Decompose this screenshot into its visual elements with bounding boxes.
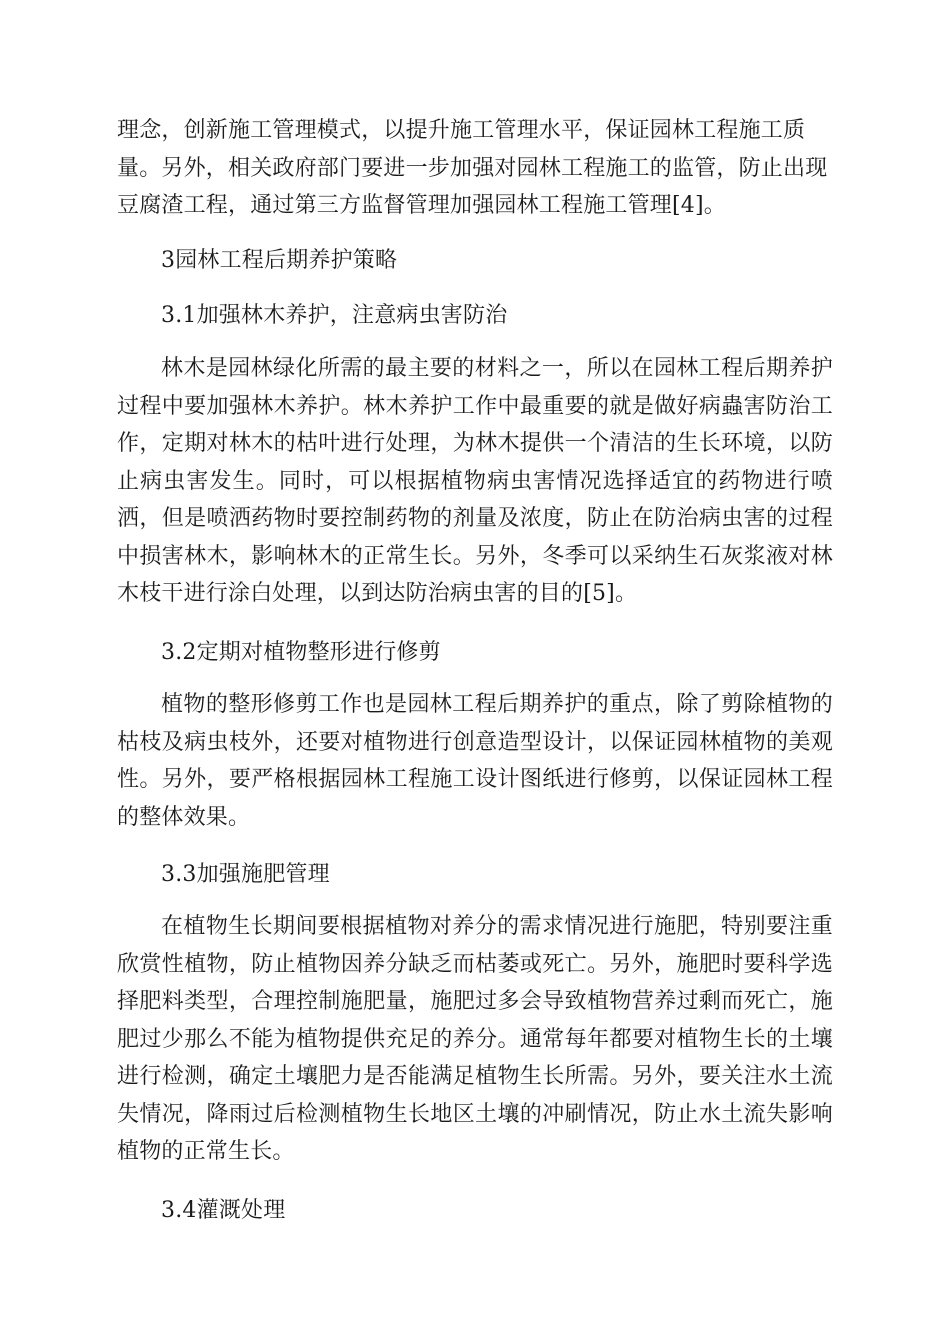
paragraph-3-1: 林木是园林绿化所需的最主要的材料之一，所以在园林工程后期养护过程中要加强林木养护。林木养护工作中最重要的就是做好病蟲害防治工作，定期对林木的枯叶进行处理，为林木提供一个清洁的生长环境，以防止病虫害发生。同时，可以根据植物病虫害情况选择适宜的药物进行喷洒，但是喷洒药物时要控制药物的剂量及浓度，防止在防治病虫害的过程中损害林木，影响林木的正常生长。另外，冬季可以采纳生石灰浆液对林木枝干进行涂白处理，以到达防治病虫害的目的[5]。 (117, 356, 833, 606)
subsection-heading-3-4: 3.4灌溉处理 (161, 1198, 286, 1223)
paragraph-3-3: 在植物生长期间要根据植物对养分的需求情况进行施肥，特别要注重欣赏性植物，防止植物因养分缺乏而枯萎或死亡。另外，施肥时要科学选择肥料类型，合理控制施肥量，施肥过多会导致植物营养过剩而死亡，施肥过少那么不能为植物提供充足的养分。通常每年都要对植物生长的土壤进行检测，确定土壤肥力是否能满足植物生长所需。另外，要关注水土流失情况，降雨过后检测植物生长地区土壤的冲刷情况，防止水土流失影响植物的正常生长。 (117, 914, 833, 1164)
paragraph-continuation: 理念，创新施工管理模式，以提升施工管理水平，保证园林工程施工质量。另外，相关政府部门要进一步加强对园林工程施工的监管，防止出现豆腐渣工程，通过第三方监督管理加强园林工程施工管理[4]。 (117, 118, 828, 218)
paragraph-3-2: 植物的整形修剪工作也是园林工程后期养护的重点，除了剪除植物的枯枝及病虫枝外，还要对植物进行创意造型设计，以保证园林植物的美观性。另外，要严格根据园林工程施工设计图纸进行修剪，以保证园林工程的整体效果。 (117, 692, 833, 830)
subsection-heading-3-2: 3.2定期对植物整形进行修剪 (161, 640, 441, 665)
subsection-heading-3-1: 3.1加强林木养护，注意病虫害防治 (161, 303, 508, 328)
section-heading-3: 3园林工程后期养护策略 (161, 248, 398, 273)
subsection-heading-3-3: 3.3加强施肥管理 (161, 862, 330, 887)
